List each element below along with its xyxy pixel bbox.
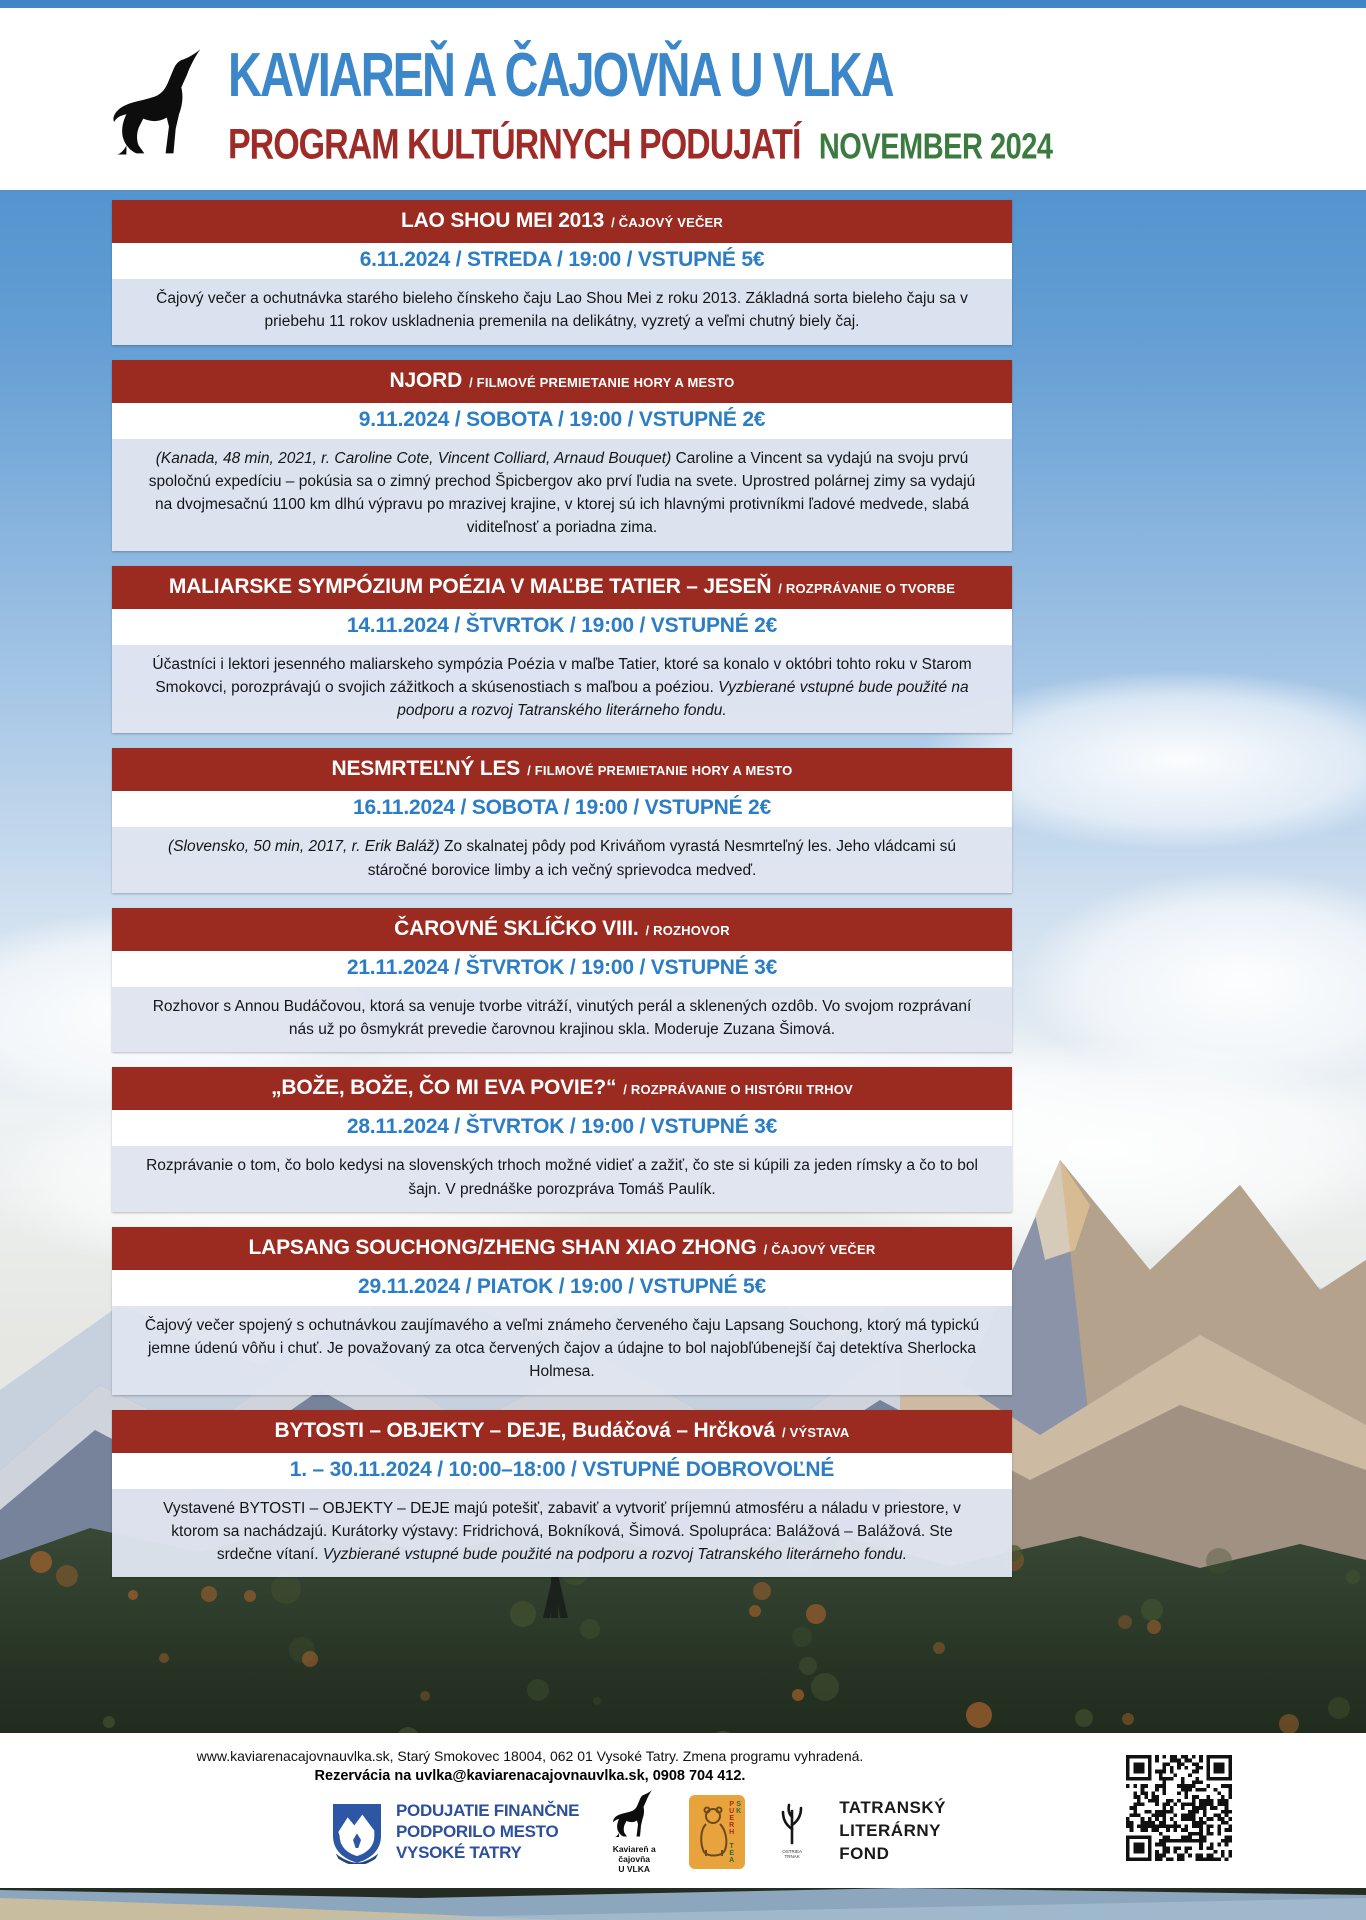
sponsor-logos-row — [330, 1789, 946, 1875]
event-block — [112, 200, 1012, 345]
event-block — [112, 566, 1012, 734]
event-description: Čajový večer a ochutnávka starého bieleho čínskeho čaju Lao Shou Mei z roku 2013. Základná sorta bieleho čaju sa v priebehu 11 rokov uskladnenia premenila na delikátny, vyzretý a veľmi chutný biely čaj. — [112, 279, 1012, 345]
puerh-letters: PUERH TEA SK — [728, 1800, 743, 1864]
footer-reservation-line: Rezervácia na uvlka@kaviarenacajovnauvlka.sk, 0908 704 412. — [314, 1768, 746, 1784]
ostrica-caption: OSTRIEA TRNAK — [782, 1849, 803, 1860]
event-block — [112, 748, 1012, 893]
event-date-line: 9.11.2024 / SOBOTA / 19:00 / VSTUPNÉ 2€ — [112, 403, 1012, 439]
event-title-bar — [112, 200, 1012, 243]
event-title-bar — [112, 908, 1012, 951]
event-category: / ČAJOVÝ VEČER — [763, 1241, 876, 1257]
event-title-bar — [112, 1227, 1012, 1270]
event-block — [112, 1067, 1012, 1212]
event-category: / FILMOVÉ PREMIETANIE HORY A MESTO — [469, 374, 735, 390]
event-title: LAO SHOU MEI 2013 — [400, 209, 605, 232]
event-title-bar — [112, 360, 1012, 403]
event-description: Rozprávanie o tom, čo bolo kedysi na slovenských trhoch možné vidieť a zažiť, čo ste si kúpili za jeden rímsky a čo to bol šajn. V prednáške porozpráva Tomáš Paulík. — [112, 1146, 1012, 1212]
event-category: / ROZPRÁVANIE O TVORBE — [778, 580, 956, 596]
event-title: LAPSANG SOUCHONG/ZHENG SHAN XIAO ZHONG — [248, 1235, 757, 1259]
ostrica-logo — [771, 1803, 813, 1860]
puerh-tea-logo — [689, 1795, 745, 1869]
event-description: Čajový večer spojený s ochutnávkou zaujímavého a veľmi známeho červeného čaju Lapsang Souchong, ktorý má typickú jemne údenú vôňu i chuť. Je považovaný za otca červených čajov a údajne to bol najobľúbenejší čaj detektíva Sherlocka Holmesa. — [112, 1306, 1012, 1395]
event-category: / ROZHOVOR — [645, 922, 730, 938]
event-date-line: 29.11.2024 / PIATOK / 19:00 / VSTUPNÉ 5€ — [112, 1270, 1012, 1306]
wolf-footer-logo — [605, 1789, 663, 1875]
event-date-line: 14.11.2024 / ŠTVRTOK / 19:00 / VSTUPNÉ 2€ — [112, 609, 1012, 645]
event-category: / ROZPRÁVANIE O HISTÓRII TRHOV — [623, 1082, 853, 1098]
poster-subtitle: PROGRAM KULTÚRNYCH PODUJATÍ — [228, 121, 801, 169]
ostrica-plant-icon — [777, 1803, 807, 1845]
event-date-line: 28.11.2024 / ŠTVRTOK / 19:00 / VSTUPNÉ 3€ — [112, 1110, 1012, 1146]
events-list — [112, 200, 1012, 1592]
event-description: Vystavené BYTOSTI – OBJEKTY – DEJE majú potešiť, zabaviť a vytvoriť príjemnú atmosféru a náladu v priestore, v ktorom sa nachádzajú. Kurátorky výstavy: Fridrichová, Bokníková, Šimová. Spolupráca: Balážová – Balážová. Ste srdečne vítaní. Vyzbierané vstupné bude použité na podporu a rozvoj Tatranského literárneho fondu. — [112, 1489, 1012, 1578]
event-title-bar — [112, 748, 1012, 791]
event-description: (Kanada, 48 min, 2021, r. Caroline Cote, Vincent Colliard, Arnaud Bouquet) Caroline a Vincent sa vydajú na svoju prvú spoločnú expedíciu – pokúsia sa o zimný prechod Špicbergov ako prví ľudia na svete. Uprostred polárnej zimy sa vydajú na dvojmesačnú 1100 km dlhú výpravu po mrazivej krajine, v ktorej sú ich hlavnými protivníkmi ľadové medvede, slabá viditeľnosť a poriadna zima. — [112, 439, 1012, 551]
qr-code — [1126, 1755, 1232, 1861]
event-title-bar — [112, 1067, 1012, 1110]
sponsor-city-label: PODUJATIE FINANČNE PODPORILO MESTO VYSOKÉ TATRY — [396, 1800, 580, 1863]
poster-header — [0, 8, 1366, 190]
event-description: Účastníci i lektori jesenného maliarskeho sympózia Poézia v maľbe Tatier, ktoré sa konalo v októbri tohto roku v Starom Smokovci, porozprávajú o svojich zážitkoch a skúsenostiach s maľbou a poéziou. Vyzbierané vstupné bude použité na podporu a rozvoj Tatranského literárneho fondu. — [112, 645, 1012, 734]
event-block — [112, 908, 1012, 1053]
event-date-line: 6.11.2024 / STREDA / 19:00 / VSTUPNÉ 5€ — [112, 243, 1012, 279]
vysoke-tatry-sponsor-logo — [330, 1800, 579, 1864]
vysoke-tatry-shield-icon — [330, 1800, 384, 1864]
wolf-logo-caption: Kaviareň a čajovňa U VLKA — [612, 1844, 656, 1875]
literary-fund-label: TATRANSKÝ LITERÁRNY FOND — [839, 1798, 946, 1864]
event-description: (Slovensko, 50 min, 2017, r. Erik Baláž) Zo skalnatej pôdy pod Kriváňom vyrastá Nesmrteľný les. Jeho vládcami sú stáročné borovice limby a ich večný sprievodca medveď. — [112, 827, 1012, 893]
event-block — [112, 1227, 1012, 1395]
event-date-line: 21.11.2024 / ŠTVRTOK / 19:00 / VSTUPNÉ 3€ — [112, 951, 1012, 987]
event-block — [112, 360, 1012, 551]
wolf-logo-icon — [104, 44, 216, 162]
event-date-line: 1. – 30.11.2024 / 10:00–18:00 / VSTUPNÉ DOBROVOĽNÉ — [112, 1453, 1012, 1489]
event-block — [112, 1410, 1012, 1578]
event-date-line: 16.11.2024 / SOBOTA / 19:00 / VSTUPNÉ 2€ — [112, 791, 1012, 827]
event-title: BYTOSTI – OBJEKTY – DEJE, Budáčová – Hrčková — [274, 1418, 775, 1442]
event-description: Rozhovor s Annou Budáčovou, ktorá sa venuje tvorbe vitráží, vinutých perál a sklenených ozdôb. Vo svojom rozprávaní nás už po ôsmykrát prevedie čarovnou krajinou skla. Moderuje Zuzana Šimová. — [112, 987, 1012, 1053]
event-title-bar — [112, 566, 1012, 609]
event-title: „BOŽE, BOŽE, ČO MI EVA POVIE?“ — [271, 1076, 617, 1100]
event-title: ČAROVNÉ SKLÍČKO VIII. — [394, 916, 639, 940]
event-category: / ČAJOVÝ VEČER — [611, 215, 724, 230]
event-category: / FILMOVÉ PREMIETANIE HORY A MESTO — [527, 763, 793, 779]
event-title: NJORD — [389, 368, 463, 392]
event-title-bar — [112, 1410, 1012, 1453]
month-label: NOVEMBER 2024 — [818, 127, 1053, 168]
event-category: / VÝSTAVA — [781, 1424, 850, 1440]
footer-address-line: www.kaviarenacajovnauvlka.sk, Starý Smokovec 18004, 062 01 Vysoké Tatry. Zmena programu vyhradená. — [196, 1748, 864, 1764]
poster-title: KAVIAREŇ A ČAJOVŇA U VLKA — [228, 39, 893, 110]
event-title: MALIARSKE SYMPÓZIUM POÉZIA V MAĽBE TATIER – JESEŇ — [168, 574, 772, 598]
event-title: NESMRTEĽNÝ LES — [331, 757, 521, 781]
poster-footer — [0, 1733, 1366, 1888]
wolf-footer-logo-icon — [608, 1789, 660, 1839]
